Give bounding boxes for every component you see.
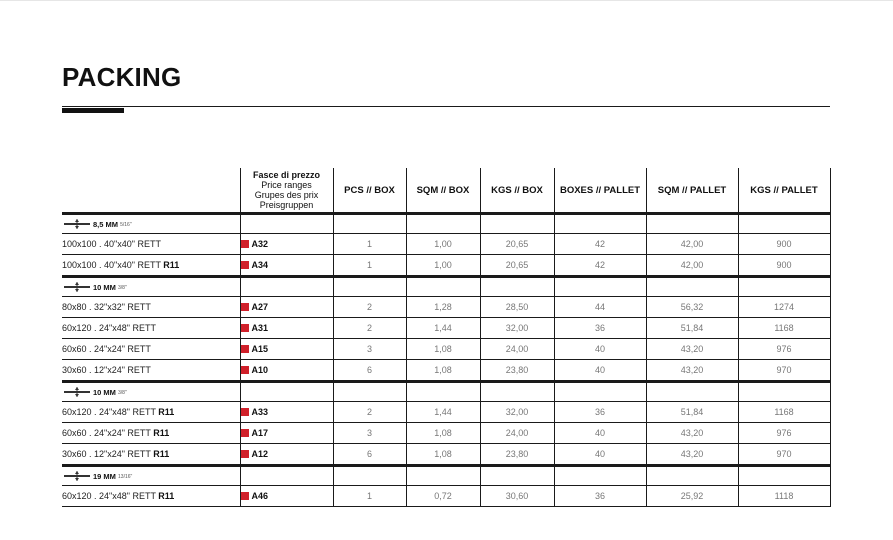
- table-row: [62, 297, 830, 318]
- thickness-icon: [64, 219, 90, 229]
- boxes-pallet-cell: 44: [554, 297, 646, 318]
- price-range-code: A33: [251, 407, 269, 417]
- thickness-inch: 3/8": [118, 390, 127, 396]
- sqm-pallet-cell: 43,20: [646, 360, 738, 382]
- header-price-fr: Grupes des prix: [254, 190, 319, 200]
- kgs-box-cell: 32,00: [480, 318, 554, 339]
- thickness-value: 10 MM: [93, 283, 116, 292]
- sqm-pallet-cell: 51,84: [646, 402, 738, 423]
- kgs-pallet-cell: 900: [738, 255, 830, 277]
- thickness-icon: [64, 471, 90, 481]
- price-range-cell: [240, 423, 333, 444]
- table-row: [62, 486, 830, 507]
- sqm-box-cell: 1,08: [406, 360, 480, 382]
- price-range-code: A46: [251, 491, 269, 501]
- format-cell: [62, 255, 240, 277]
- format-cell: [62, 318, 240, 339]
- group-empty-cell: [554, 277, 646, 297]
- price-range-cell: [240, 255, 333, 277]
- kgs-box-cell: 20,65: [480, 255, 554, 277]
- pcs-box-cell: 6: [333, 360, 406, 382]
- kgs-pallet-cell: 900: [738, 234, 830, 255]
- table-row: [62, 318, 830, 339]
- thickness-inch: 3/8": [118, 285, 127, 291]
- kgs-pallet-cell: 976: [738, 339, 830, 360]
- sqm-box-cell: 1,44: [406, 318, 480, 339]
- price-range-code: A32: [251, 239, 269, 249]
- kgs-box-cell: 28,50: [480, 297, 554, 318]
- sqm-box-cell: 1,00: [406, 255, 480, 277]
- group-empty-cell: [240, 214, 333, 234]
- boxes-pallet-cell: 36: [554, 402, 646, 423]
- kgs-pallet-cell: 1274: [738, 297, 830, 318]
- group-empty-cell: [480, 382, 554, 402]
- group-empty-cell: [480, 466, 554, 486]
- header-price-it: Fasce di prezzo: [252, 170, 321, 180]
- thickness-group-row: [62, 382, 830, 402]
- group-empty-cell: [738, 277, 830, 297]
- price-range-cell: [240, 297, 333, 318]
- page-title: PACKING: [62, 62, 182, 92]
- format-text: 60x120 . 24"x48" RETT: [62, 323, 156, 333]
- sqm-pallet-cell: 51,84: [646, 318, 738, 339]
- group-empty-cell: [646, 277, 738, 297]
- packing-table: [62, 168, 831, 507]
- price-range-cell: [240, 360, 333, 382]
- price-range-cell: [240, 444, 333, 466]
- price-range-cell: [240, 234, 333, 255]
- kgs-pallet-cell: 976: [738, 423, 830, 444]
- group-empty-cell: [554, 214, 646, 234]
- price-range-cell: [240, 486, 333, 507]
- pcs-box-cell: 1: [333, 486, 406, 507]
- format-text: 100x100 . 40"x40" RETT: [62, 239, 161, 249]
- red-square-icon: [241, 408, 249, 416]
- kgs-pallet-cell: 1168: [738, 318, 830, 339]
- pcs-box-cell: 2: [333, 402, 406, 423]
- table-row: [62, 255, 830, 277]
- group-empty-cell: [646, 466, 738, 486]
- price-range-code: A34: [251, 260, 269, 270]
- kgs-box-cell: 32,00: [480, 402, 554, 423]
- format-cell: [62, 423, 240, 444]
- format-text: 60x60 . 24"x24" RETT: [62, 428, 154, 438]
- group-empty-cell: [333, 214, 406, 234]
- format-text: 80x80 . 32"x32" RETT: [62, 302, 151, 312]
- table-row: [62, 444, 830, 466]
- kgs-pallet-cell: 970: [738, 360, 830, 382]
- kgs-pallet-cell: 1168: [738, 402, 830, 423]
- header-price-ranges: [240, 168, 333, 214]
- red-square-icon: [241, 261, 249, 269]
- thickness-inch: 13/16": [118, 474, 133, 480]
- group-empty-cell: [406, 466, 480, 486]
- title-rule: [62, 106, 830, 107]
- header-blank: [62, 168, 240, 214]
- price-range-code: A27: [251, 302, 269, 312]
- boxes-pallet-cell: 36: [554, 318, 646, 339]
- thickness-icon: [64, 282, 90, 292]
- boxes-pallet-cell: 40: [554, 423, 646, 444]
- sqm-pallet-cell: 25,92: [646, 486, 738, 507]
- format-text: 60x120 . 24"x48" RETT: [62, 407, 159, 417]
- format-suffix: R11: [158, 491, 175, 501]
- table-row: [62, 402, 830, 423]
- thickness-label: [62, 466, 240, 486]
- group-empty-cell: [406, 277, 480, 297]
- group-empty-cell: [333, 466, 406, 486]
- format-suffix: R11: [153, 428, 170, 438]
- kgs-box-cell: 24,00: [480, 423, 554, 444]
- kgs-box-cell: 30,60: [480, 486, 554, 507]
- boxes-pallet-cell: 36: [554, 486, 646, 507]
- group-empty-cell: [240, 382, 333, 402]
- format-text: 60x120 . 24"x48" RETT: [62, 491, 159, 501]
- format-cell: [62, 339, 240, 360]
- top-divider: [0, 0, 893, 1]
- group-empty-cell: [738, 466, 830, 486]
- price-range-code: A31: [251, 323, 269, 333]
- group-empty-cell: [240, 277, 333, 297]
- group-empty-cell: [480, 214, 554, 234]
- group-empty-cell: [406, 382, 480, 402]
- table-header-row: [62, 168, 830, 214]
- group-empty-cell: [406, 214, 480, 234]
- table-row: [62, 339, 830, 360]
- red-square-icon: [241, 429, 249, 437]
- red-square-icon: [241, 366, 249, 374]
- boxes-pallet-cell: 42: [554, 234, 646, 255]
- red-square-icon: [241, 345, 249, 353]
- group-empty-cell: [646, 214, 738, 234]
- table-row: [62, 234, 830, 255]
- format-cell: [62, 234, 240, 255]
- thickness-label: [62, 382, 240, 402]
- kgs-pallet-cell: 1118: [738, 486, 830, 507]
- kgs-pallet-cell: 970: [738, 444, 830, 466]
- table-row: [62, 360, 830, 382]
- header-sqm-box: SQM // BOX: [406, 168, 480, 214]
- format-suffix: R11: [153, 449, 170, 459]
- boxes-pallet-cell: 42: [554, 255, 646, 277]
- header-kgs-pallet: KGS // PALLET: [738, 168, 830, 214]
- group-empty-cell: [333, 382, 406, 402]
- thickness-inch: 5/16": [120, 222, 132, 228]
- header-price-de: Preisgruppen: [259, 200, 314, 210]
- thickness-value: 10 MM: [93, 388, 116, 397]
- pcs-box-cell: 1: [333, 234, 406, 255]
- format-cell: [62, 360, 240, 382]
- group-empty-cell: [738, 382, 830, 402]
- red-square-icon: [241, 492, 249, 500]
- header-kgs-box: KGS // BOX: [480, 168, 554, 214]
- pcs-box-cell: 2: [333, 297, 406, 318]
- price-range-cell: [240, 402, 333, 423]
- format-suffix: R11: [158, 407, 175, 417]
- sqm-pallet-cell: 43,20: [646, 444, 738, 466]
- price-range-cell: [240, 339, 333, 360]
- table-row: [62, 423, 830, 444]
- pcs-box-cell: 3: [333, 423, 406, 444]
- format-cell: [62, 297, 240, 318]
- format-text: 30x60 . 12"x24" RETT: [62, 449, 154, 459]
- title-rule-accent: [62, 108, 124, 113]
- format-cell: [62, 402, 240, 423]
- group-empty-cell: [240, 466, 333, 486]
- sqm-box-cell: 1,28: [406, 297, 480, 318]
- kgs-box-cell: 23,80: [480, 444, 554, 466]
- thickness-label: [62, 214, 240, 234]
- thickness-group-row: [62, 466, 830, 486]
- group-empty-cell: [738, 214, 830, 234]
- group-empty-cell: [554, 466, 646, 486]
- kgs-box-cell: 23,80: [480, 360, 554, 382]
- thickness-value: 8,5 MM: [93, 220, 119, 229]
- group-empty-cell: [333, 277, 406, 297]
- sqm-box-cell: 1,08: [406, 423, 480, 444]
- red-square-icon: [241, 303, 249, 311]
- red-square-icon: [241, 450, 249, 458]
- boxes-pallet-cell: 40: [554, 360, 646, 382]
- sqm-box-cell: 1,08: [406, 444, 480, 466]
- red-square-icon: [241, 324, 249, 332]
- sqm-box-cell: 1,00: [406, 234, 480, 255]
- thickness-label: [62, 277, 240, 297]
- price-range-code: A10: [251, 365, 269, 375]
- pcs-box-cell: 6: [333, 444, 406, 466]
- boxes-pallet-cell: 40: [554, 339, 646, 360]
- header-boxes-pallet: BOXES // PALLET: [554, 168, 646, 214]
- header-sqm-pallet: SQM // PALLET: [646, 168, 738, 214]
- sqm-pallet-cell: 43,20: [646, 339, 738, 360]
- kgs-box-cell: 20,65: [480, 234, 554, 255]
- format-text: 30x60 . 12"x24" RETT: [62, 365, 151, 375]
- format-cell: [62, 444, 240, 466]
- pcs-box-cell: 1: [333, 255, 406, 277]
- pcs-box-cell: 2: [333, 318, 406, 339]
- red-square-icon: [241, 240, 249, 248]
- thickness-group-row: [62, 277, 830, 297]
- thickness-icon: [64, 387, 90, 397]
- format-text: 60x60 . 24"x24" RETT: [62, 344, 151, 354]
- format-text: 100x100 . 40"x40" RETT: [62, 260, 164, 270]
- format-suffix: R11: [163, 260, 180, 270]
- sqm-box-cell: 0,72: [406, 486, 480, 507]
- group-empty-cell: [554, 382, 646, 402]
- kgs-box-cell: 24,00: [480, 339, 554, 360]
- header-price-en: Price ranges: [261, 180, 312, 190]
- boxes-pallet-cell: 40: [554, 444, 646, 466]
- group-empty-cell: [480, 277, 554, 297]
- sqm-pallet-cell: 43,20: [646, 423, 738, 444]
- header-pcs-box: PCS // BOX: [333, 168, 406, 214]
- price-range-code: A17: [251, 428, 269, 438]
- format-cell: [62, 486, 240, 507]
- price-range-code: A15: [251, 344, 269, 354]
- pcs-box-cell: 3: [333, 339, 406, 360]
- price-range-cell: [240, 318, 333, 339]
- group-empty-cell: [646, 382, 738, 402]
- thickness-value: 19 MM: [93, 472, 116, 481]
- sqm-pallet-cell: 56,32: [646, 297, 738, 318]
- price-range-code: A12: [251, 449, 269, 459]
- sqm-box-cell: 1,08: [406, 339, 480, 360]
- sqm-pallet-cell: 42,00: [646, 234, 738, 255]
- sqm-box-cell: 1,44: [406, 402, 480, 423]
- sqm-pallet-cell: 42,00: [646, 255, 738, 277]
- thickness-group-row: [62, 214, 830, 234]
